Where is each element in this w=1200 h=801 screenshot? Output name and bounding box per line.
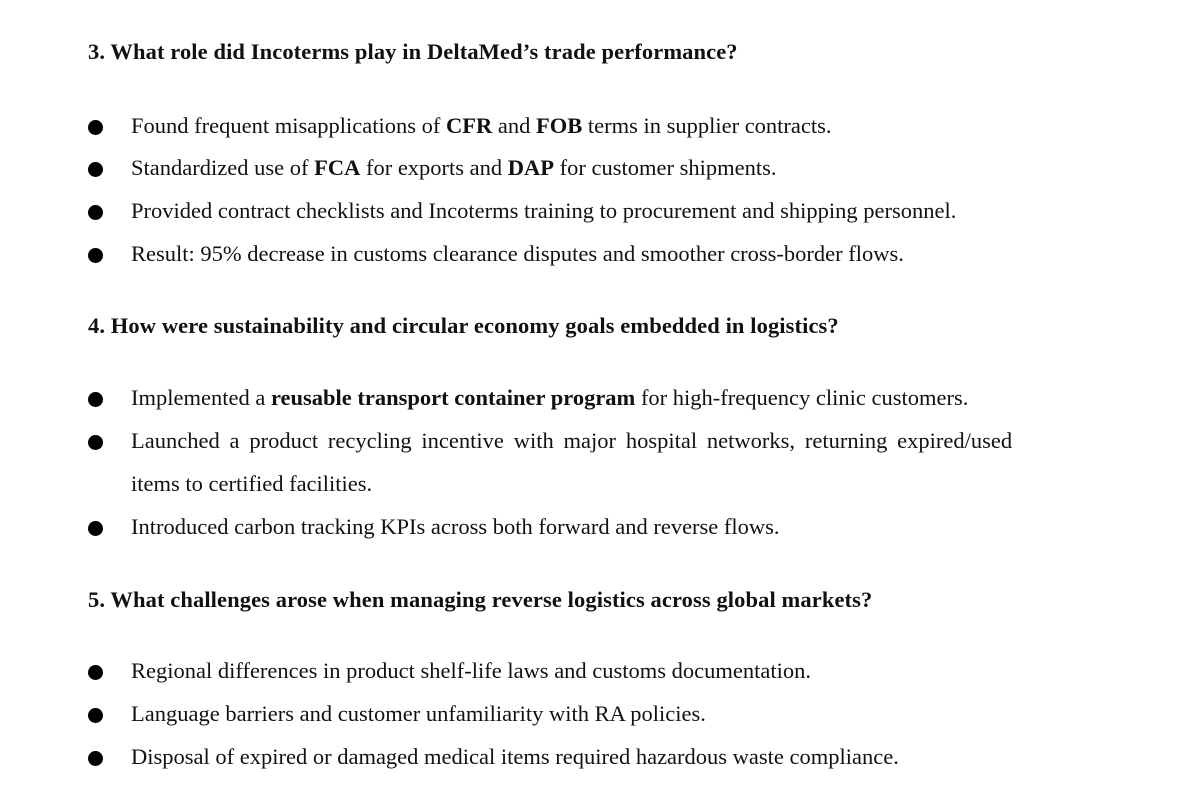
bullet-icon bbox=[88, 751, 103, 766]
bullet-icon bbox=[88, 162, 103, 177]
list-item: Found frequent misapplications of CFR and FOB terms in supplier contracts. bbox=[131, 113, 832, 138]
bullet-icon bbox=[88, 708, 103, 723]
list-item: Provided contract checklists and Incoterms training to procurement and shipping personnel. bbox=[131, 198, 957, 223]
bullet-icon bbox=[88, 665, 103, 680]
list-item: Launched a product recycling incentive with major hospital networks, returning expired/used bbox=[131, 428, 1013, 453]
list-item: Regional differences in product shelf-life laws and customs documentation. bbox=[131, 658, 812, 683]
section-heading-3: 3. What role did Incoterms play in DeltaMed’s trade performance? bbox=[88, 39, 738, 64]
bullet-icon bbox=[88, 392, 103, 407]
list-item: Result: 95% decrease in customs clearance disputes and smoother cross-border flows. bbox=[131, 241, 904, 266]
section-heading-5: 5. What challenges arose when managing reverse logistics across global markets? bbox=[88, 587, 873, 612]
bullet-icon bbox=[88, 120, 103, 135]
list-item: Disposal of expired or damaged medical items required hazardous waste compliance. bbox=[131, 744, 899, 769]
list-item: Standardized use of FCA for exports and DAP for customer shipments. bbox=[131, 155, 777, 180]
bullet-icon bbox=[88, 521, 103, 536]
list-item: Implemented a reusable transport container program for high-frequency clinic customers. bbox=[131, 385, 969, 410]
section-heading-4: 4. How were sustainability and circular economy goals embedded in logistics? bbox=[88, 313, 839, 338]
list-item: Language barriers and customer unfamiliarity with RA policies. bbox=[131, 701, 706, 726]
bullet-icon bbox=[88, 205, 103, 220]
bullet-icon bbox=[88, 248, 103, 263]
bullet-icon bbox=[88, 435, 103, 450]
list-item-continuation: items to certified facilities. bbox=[131, 471, 373, 496]
list-item: Introduced carbon tracking KPIs across both forward and reverse flows. bbox=[131, 514, 780, 539]
